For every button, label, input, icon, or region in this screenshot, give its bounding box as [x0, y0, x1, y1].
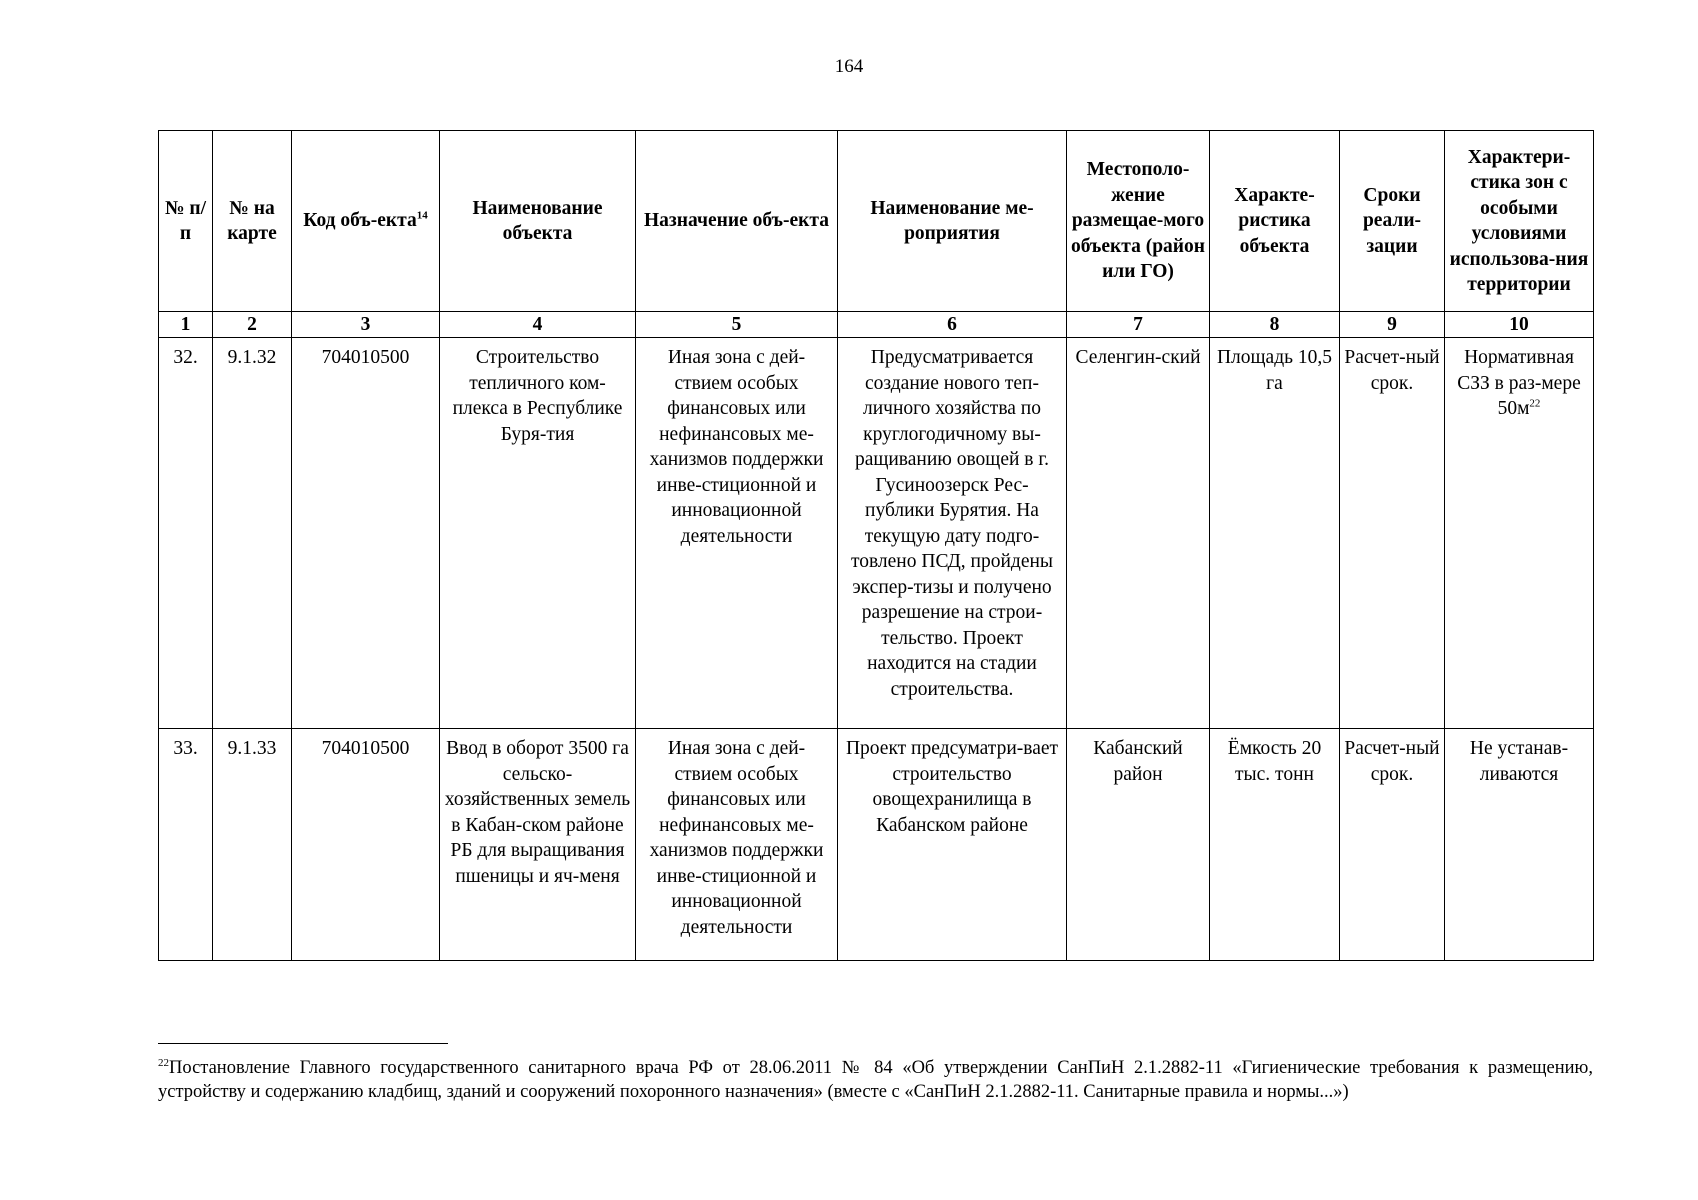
object-characteristic: Ёмкость 20 тыс. тонн	[1210, 729, 1340, 961]
footnote-ref: 22	[1529, 397, 1541, 410]
header-cell: Назначение объ-екта	[636, 131, 838, 312]
footnote	[158, 1056, 1593, 1104]
map-number: 9.1.32	[213, 338, 292, 729]
header-cell: Местополо-жение размещае-мого объекта (район или ГО)	[1067, 131, 1210, 312]
table-header-row	[159, 131, 1594, 312]
object-location: Селенгин-ский	[1067, 338, 1210, 729]
header-cell: Код объ-екта$^{14}$	[292, 131, 440, 312]
header-cell: Сроки реали-зации	[1340, 131, 1445, 312]
column-number: 3	[292, 312, 440, 338]
measure-name: Проект предсуматри-вает строительство овощехранилища в Кабанском районе	[838, 729, 1067, 961]
object-code: 704010500	[292, 729, 440, 961]
column-number: 4	[440, 312, 636, 338]
table-row	[159, 338, 1594, 729]
column-number: 9	[1340, 312, 1445, 338]
column-number: 2	[213, 312, 292, 338]
header-cell: № п/п	[159, 131, 213, 312]
footnote-divider	[158, 1043, 448, 1044]
object-name: Ввод в оборот 3500 га сельско-хозяйственных земель в Кабан-ском районе РБ для выращивания пшеницы и яч-меня	[440, 729, 636, 961]
column-number: 10	[1445, 312, 1594, 338]
header-cell: Характери-стика зон с особыми условиями использова-ния территории	[1445, 131, 1594, 312]
column-number: 7	[1067, 312, 1210, 338]
special-zones: Нормативная СЗЗ в раз-мере $50м^{22}$	[1445, 338, 1594, 729]
row-number: 32.	[159, 338, 213, 729]
object-location: Кабанский район	[1067, 729, 1210, 961]
footnote-text: Постановление Главного государственного санитарного врача РФ от 28.06.2011 № 84 «Об утверждении СанПиН 2.1.2882-11 «Гигиенические требования к размещению, устройству и содержанию кладбищ, зданий и сооружений похоронного назначения» (вместе с «СанПиН 2.1.2882-11. Санитарные правила и нормы...»)	[158, 1058, 1593, 1102]
column-number: 8	[1210, 312, 1340, 338]
column-number: 1	[159, 312, 213, 338]
column-number: 6	[838, 312, 1067, 338]
column-number: 5	[636, 312, 838, 338]
object-name: Строительство тепличного ком-плекса в Республике Буря-тия	[440, 338, 636, 729]
map-number: 9.1.33	[213, 729, 292, 961]
object-code: 704010500	[292, 338, 440, 729]
column-number-row	[159, 312, 1594, 338]
header-cell: Наименование объекта	[440, 131, 636, 312]
object-purpose: Иная зона с дей-ствием особых финансовых или нефинансовых ме-ханизмов поддержки инве-стиционной и инновационной деятельности	[636, 729, 838, 961]
measure-name: Предусматривается создание нового теп-личного хозяйства по круглогодичному вы-ращиванию овощей в г. Гусиноозерск Рес-публики Бурятия. На текущую дату подго-товлено ПСД, пройдены экспер-тизы и получено разрешение на строи-тельство. Проект находится на стадии строительства.	[838, 338, 1067, 729]
page-number: 164	[834, 56, 864, 77]
implementation-term: Расчет-ный срок.	[1340, 338, 1445, 729]
implementation-term: Расчет-ный срок.	[1340, 729, 1445, 961]
objects-table	[158, 130, 1594, 961]
special-zones: Не устанав-ливаются	[1445, 729, 1594, 961]
object-characteristic: Площадь 10,5 га	[1210, 338, 1340, 729]
header-cell: Характе-ристика объекта	[1210, 131, 1340, 312]
row-number: 33.	[159, 729, 213, 961]
header-cell: № на карте	[213, 131, 292, 312]
footnote-marker: 22	[158, 1056, 169, 1069]
footnote-ref: 14	[416, 209, 428, 222]
object-purpose: Иная зона с дей-ствием особых финансовых или нефинансовых ме-ханизмов поддержки инве-стиционной и инновационной деятельности	[636, 338, 838, 729]
table-row	[159, 729, 1594, 961]
header-cell: Наименование ме-роприятия	[838, 131, 1067, 312]
